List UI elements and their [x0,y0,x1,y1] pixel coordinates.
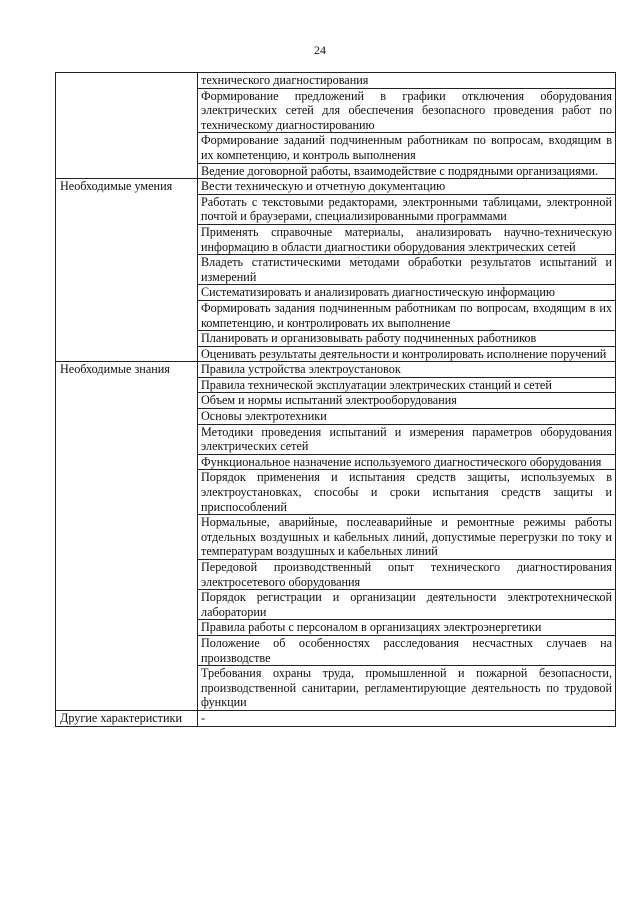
requirement-item: Требования охраны труда, промышленной и пожарной безопасности, производственной санитарии, регламентирующие деятельность по трудовой функции [198,666,616,711]
requirement-item: Положение об особенностях расследования несчастных случаев на производстве [198,635,616,665]
requirement-item: Владеть статистическими методами обработки результатов испытаний и измерений [198,255,616,285]
requirement-item: Вести техническую и отчетную документацию [198,179,616,195]
requirement-item: - [198,710,616,726]
requirement-item: Объем и нормы испытаний электрооборудования [198,393,616,409]
requirement-item: Систематизировать и анализировать диагностическую информацию [198,285,616,301]
table-row [56,362,616,378]
section-label [56,73,198,179]
section-label: Необходимые знания [56,362,198,711]
requirement-item: Формирование предложений в графики отключения оборудования электрических сетей для обеспечения безопасного проведения работ по техническому диагностированию [198,88,616,133]
requirement-item: Ведение договорной работы, взаимодействие с подрядными организациями. [198,163,616,179]
section-label: Необходимые умения [56,179,198,362]
requirement-item: Порядок применения и испытания средств защиты, используемых в электроустановках, способы и сроки испытания средств защиты и приспособлений [198,470,616,515]
requirement-item: Методики проведения испытаний и измерения параметров оборудования электрических сетей [198,424,616,454]
requirement-item: Порядок регистрации и организации деятельности электротехнической лаборатории [198,590,616,620]
requirement-item: технического диагностирования [198,73,616,89]
page-number: 24 [314,43,326,57]
requirement-item: Формировать задания подчиненным работникам по вопросам, входящим в их компетенцию, и контролировать их выполнение [198,300,616,330]
requirement-item: Применять справочные материалы, анализировать научно-техническую информацию в области диагностики оборудования электрических сетей [198,224,616,254]
section-label: Другие характеристики [56,710,198,726]
table-row [56,710,616,726]
requirements-table [55,72,616,727]
requirement-item: Передовой производственный опыт технического диагностирования электросетевого оборудования [198,560,616,590]
requirement-item: Работать с текстовыми редакторами, электронными таблицами, электронной почтой и браузерами, специализированными программами [198,194,616,224]
requirement-item: Оценивать результаты деятельности и контролировать исполнение поручений [198,346,616,362]
requirement-item: Планировать и организовывать работу подчиненных работников [198,331,616,347]
requirement-item: Правила технической эксплуатации электрических станций и сетей [198,377,616,393]
requirement-item: Функциональное назначение используемого диагностического оборудования [198,454,616,470]
requirement-item: Нормальные, аварийные, послеаварийные и ремонтные режимы работы отдельных воздушных и кабельных линий, допустимые перегрузки по току и температурам воздушных и кабельных линий [198,515,616,560]
table-row [56,179,616,195]
table-row [56,73,616,89]
requirement-item: Правила работы с персоналом в организациях электроэнергетики [198,620,616,636]
requirement-item: Правила устройства электроустановок [198,362,616,378]
requirement-item: Основы электротехники [198,409,616,425]
requirement-item: Формирование заданий подчиненным работникам по вопросам, входящим в их компетенцию, и контроль выполнения [198,133,616,163]
